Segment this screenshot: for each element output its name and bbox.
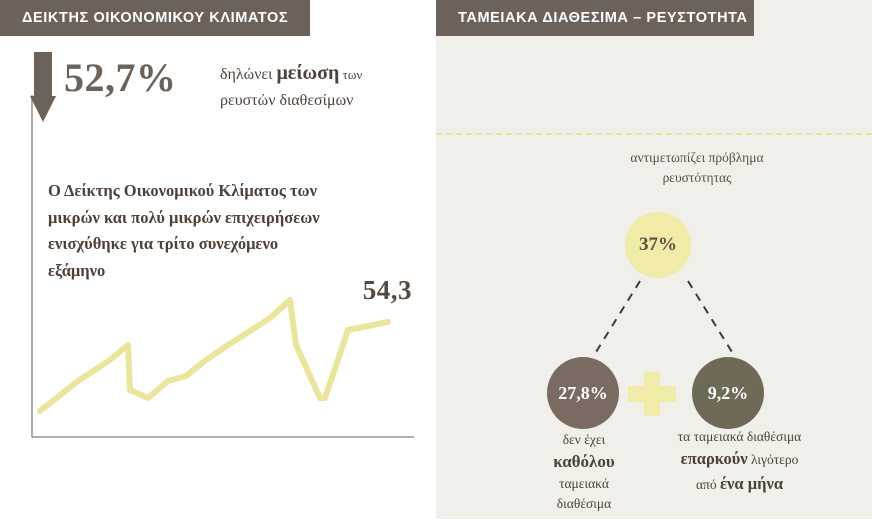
- left-bubble-label: [508, 430, 660, 513]
- right-label-line3-bold: ένα μήνα: [719, 474, 784, 493]
- liquidity-text-line2: ρευστών διαθεσίμων: [220, 92, 354, 109]
- right-label-line1: τα ταμειακά διαθέσιμα: [677, 429, 802, 444]
- left-panel-title: ΔΕΙΚΤΗΣ ΟΙΚΟΝΟΜΙΚΟΥ ΚΛΙΜΑΤΟΣ: [22, 10, 289, 26]
- liquidity-description: [220, 58, 435, 114]
- right-label-bold: επαρκούν: [680, 449, 748, 469]
- left-label-line3: ταμειακά: [559, 476, 609, 492]
- bubble-no-cash: [547, 357, 619, 429]
- left-label-line1: δεν έχει: [562, 432, 606, 447]
- bubble-liquidity-problem: [625, 212, 691, 278]
- right-bubble-label: [652, 427, 827, 497]
- chart-last-value: 54,3: [362, 275, 412, 305]
- bubble-top-value: 37%: [639, 234, 677, 255]
- bubble-less-than-month: [692, 357, 764, 429]
- right-label-small: λιγότερο: [747, 452, 799, 468]
- liquidity-text-highlight: μείωση: [276, 62, 340, 84]
- arrow-down-icon: [30, 52, 56, 122]
- right-label-line3-small: από: [695, 477, 720, 492]
- top-bubble-label: αντιμετωπίζει πρόβλημα ρευστότητας: [630, 150, 764, 186]
- left-panel-caption: Ο Δείκτης Οικονομικού Κλίματος των μικρών και πολύ μικρών επιχειρήσεων ενισχύθηκε για τρίτο συνεχόμενο εξάμηνο: [48, 181, 320, 281]
- left-label-line4: διαθέσιμα: [556, 495, 612, 511]
- liquidity-summary: [22, 48, 422, 126]
- plus-icon: [628, 372, 676, 416]
- liquidity-text-part1: δηλώνει: [220, 66, 277, 83]
- bubble-left-value: 27,8%: [558, 382, 608, 403]
- liquidity-text-part2: των: [339, 67, 363, 82]
- bubble-right-value: 9,2%: [707, 382, 749, 403]
- left-label-bold: καθόλου: [553, 451, 615, 471]
- liquidity-percent: 52,7%: [64, 55, 177, 100]
- right-panel-title: ΤΑΜΕΙΑΚΑ ΔΙΑΘΕΣΙΜΑ – ΡΕΥΣΤΟΤΗΤΑ: [458, 10, 748, 26]
